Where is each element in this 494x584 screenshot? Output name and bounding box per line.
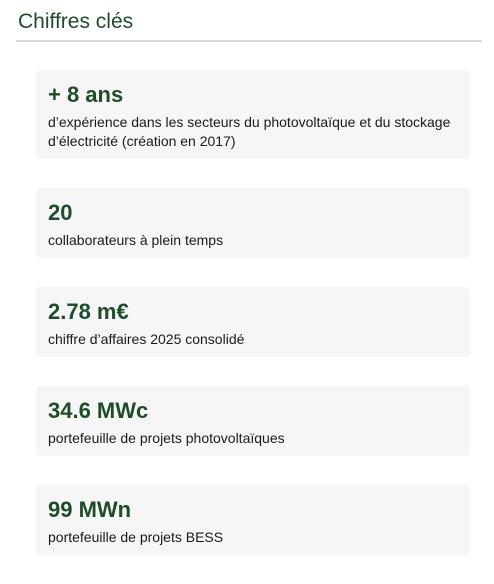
key-figure-value: 20 <box>48 200 73 225</box>
key-figure-card-pv-portfolio <box>36 386 470 456</box>
key-figure-description: chiffre d’affaires 2025 consolidé <box>48 331 245 347</box>
key-figure-description: d’expérience dans les secteurs du photovoltaïque et du stockage d’électricité (création en 2017) <box>48 114 451 149</box>
key-figure-value: 99 MWn <box>48 497 132 522</box>
key-figure-value: 34.6 MWc <box>48 398 149 423</box>
key-figure-card-staff <box>36 188 470 258</box>
key-figure-card-bess-portfolio <box>36 485 470 555</box>
key-figure-card-experience <box>36 70 470 159</box>
key-figures-list <box>36 70 470 584</box>
key-figure-value: 2.78 m€ <box>48 299 129 324</box>
key-figure-card-revenue <box>36 287 470 357</box>
key-figure-description: portefeuille de projets BESS <box>48 529 224 545</box>
key-figure-value: + 8 ans <box>48 82 124 107</box>
key-figure-description: portefeuille de projets photovoltaïques <box>48 430 285 446</box>
section-title: Chiffres clés <box>18 10 134 33</box>
title-divider <box>16 40 482 42</box>
key-figure-description: collaborateurs à plein temps <box>48 232 224 248</box>
